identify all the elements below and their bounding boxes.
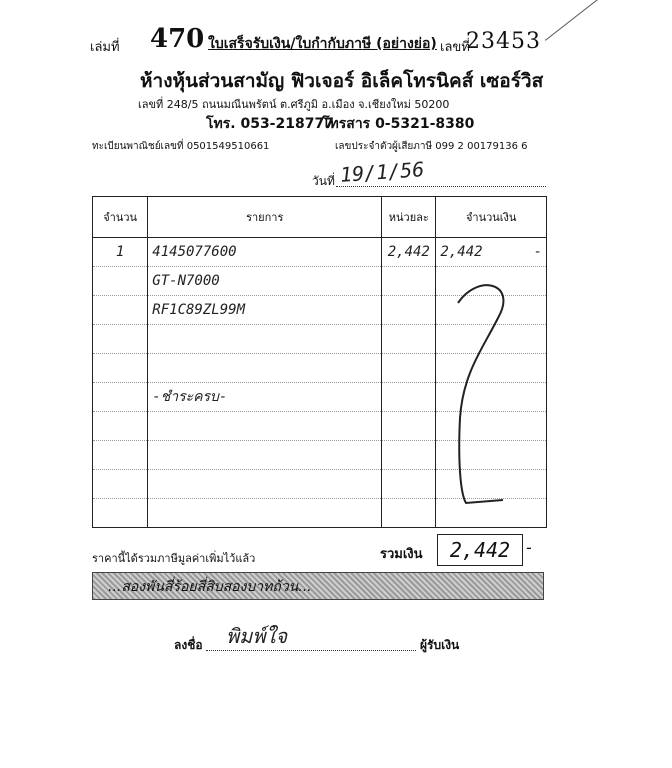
tax-id: เลขประจำตัวผู้เสียภาษี 099 2 00179136 6 [335, 141, 528, 152]
header-amount: จำนวนเงิน [436, 197, 547, 238]
header-qty: จำนวน [93, 197, 148, 238]
row-description [148, 267, 382, 296]
receipt-number: 23453 [466, 29, 541, 54]
total-label: รวมเงิน [380, 547, 423, 562]
row-qty [93, 470, 148, 499]
receiver-label: ผู้รับเงิน [420, 638, 460, 652]
row-qty [93, 499, 148, 528]
document-title: ใบเสร็จรับเงิน/ใบกำกับภาษี (อย่างย่อ) [208, 36, 437, 52]
row-qty [93, 267, 148, 296]
company-address: เลขที่ 248/5 ถนนมณีนพรัตน์ ต.ศรีภูมิ อ.เมือง จ.เชียงใหม่ 50200 [138, 98, 450, 111]
row-unit-price [382, 296, 436, 325]
commerce-registration: ทะเบียนพาณิชย์เลขที่ 0501549510661 [92, 141, 270, 152]
row-description [148, 383, 382, 412]
row-unit-price [382, 238, 436, 267]
date-value: 19/1/56 [339, 157, 426, 187]
row-qty [93, 441, 148, 470]
row-qty [93, 238, 148, 267]
receipt-number-label: เลขที่ [440, 40, 470, 55]
handwritten-strike-mark [448, 278, 518, 518]
company-name: ห้างหุ้นส่วนสามัญ ฟิวเจอร์ อิเล็คโทรนิคส์ เซอร์วิส [140, 70, 544, 92]
book-label: เล่มที่ [90, 40, 120, 55]
row-amount [436, 238, 547, 267]
signature-label: ลงชื่อ [174, 638, 203, 652]
row-unit-price-text: 2,442 [387, 244, 430, 260]
row-qty-text: 1 [115, 244, 125, 260]
total-amount: 2,442 [437, 534, 523, 566]
table-header-row [93, 197, 547, 238]
row-unit-price [382, 383, 436, 412]
row-description [148, 470, 382, 499]
row-unit-price [382, 325, 436, 354]
date-label: วันที่ [312, 174, 335, 188]
company-phone: โทร. 053-218777 [206, 116, 334, 132]
row-description [148, 238, 382, 267]
row-qty [93, 325, 148, 354]
row-description-text: RF1C89ZL99M [152, 302, 245, 318]
row-unit-price [382, 267, 436, 296]
row-amount-dash: - [533, 244, 542, 260]
row-description [148, 325, 382, 354]
row-qty [93, 296, 148, 325]
row-amount-text: 2,442 [440, 244, 483, 260]
row-unit-price [382, 354, 436, 383]
header-unit-price: หน่วยละ [382, 197, 436, 238]
signature: พิมพ์ใจ [226, 624, 288, 648]
scan-edge-line [545, 0, 648, 41]
row-description [148, 499, 382, 528]
row-description-text: GT-N7000 [152, 273, 220, 289]
book-number: 470 [150, 24, 205, 54]
vat-note: ราคานี้ได้รวมภาษีมูลค่าเพิ่มไว้แล้ว [92, 552, 256, 565]
row-description-text: 4145077600 [152, 244, 237, 260]
row-unit-price [382, 412, 436, 441]
row-unit-price [382, 470, 436, 499]
row-unit-price [382, 441, 436, 470]
amount-in-words: ...สองพันสี่ร้อยสี่สิบสองบาทถ้วน... [108, 579, 312, 595]
row-description [148, 412, 382, 441]
company-fax: โทรสาร 0-5321-8380 [322, 116, 475, 132]
row-description [148, 441, 382, 470]
date-dotted-line [336, 186, 546, 187]
table-row [93, 238, 547, 267]
row-description [148, 296, 382, 325]
header-description: รายการ [148, 197, 382, 238]
total-dash: - [526, 538, 532, 557]
row-description [148, 354, 382, 383]
row-qty [93, 354, 148, 383]
row-unit-price [382, 499, 436, 528]
row-qty [93, 412, 148, 441]
row-description-text: -ชำระครบ- [152, 389, 228, 405]
row-qty [93, 383, 148, 412]
